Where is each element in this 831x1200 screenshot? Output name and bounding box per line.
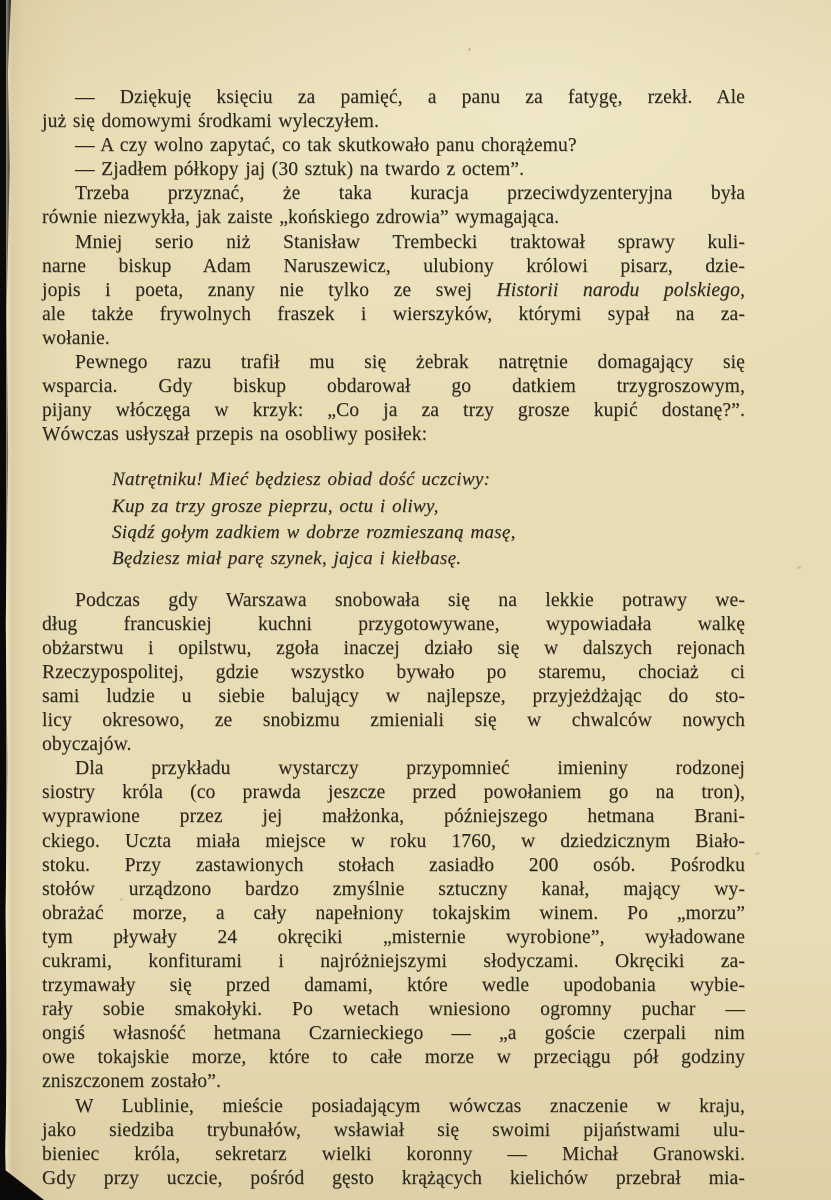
- text-line: [112, 494, 745, 520]
- paragraph: [42, 757, 745, 1094]
- text-run: Pewnego razu trafił mu się żebrak natrętnie domagający się: [75, 352, 745, 374]
- text-line: [42, 733, 745, 757]
- text-line: [42, 1143, 745, 1167]
- paragraph: [42, 158, 745, 182]
- paper-speck: [468, 48, 471, 51]
- text-line: [42, 206, 745, 230]
- text-run: Wówczas usłyszał przepis na osobliwy posiłek:: [42, 424, 428, 446]
- text-line: [42, 303, 745, 327]
- text-run: — A czy wolno zapytać, co tak skutkowało panu chorążemu?: [75, 135, 577, 157]
- text-line: [42, 661, 745, 685]
- paper-speck: [755, 852, 760, 855]
- text-line: [42, 231, 745, 255]
- text-run: owe tokajskie morze, które to całe morze w przeciągu pół godziny: [42, 1047, 745, 1069]
- text-run: obyczajów.: [42, 734, 132, 756]
- text-line: [42, 1046, 745, 1070]
- text-run: ckiego. Uczta miała miejsce w roku 1760, w dziedzicznym Biało-: [42, 830, 745, 852]
- text-run: cukrami, konfiturami i najróżniejszymi słodyczami. Okręciki za-: [42, 951, 745, 972]
- text-run: wołanie.: [42, 327, 110, 349]
- text-run: tym pływały 24 okręciki „misternie wyrobione”, wyładowane: [42, 926, 745, 948]
- text-line: [42, 134, 745, 158]
- text-line: [42, 110, 745, 134]
- text-line: [42, 902, 745, 926]
- text-run: wyprawione przez jej małżonka, późniejszego hetmana Brani-: [42, 806, 745, 828]
- text-run: rały sobie smakołyki. Po wetach wniesiono ogromny puchar —: [42, 999, 745, 1021]
- text-run: Będziesz miał parę szynek, jajca i kiełbasę.: [112, 548, 462, 570]
- text-line: [42, 974, 745, 998]
- italic-run: Historii narodu polskiego,: [496, 279, 745, 301]
- paragraph: [42, 1095, 745, 1191]
- verse-block: [112, 467, 745, 572]
- text-line: [42, 709, 745, 733]
- text-line: [42, 423, 745, 447]
- text-line: [42, 86, 745, 110]
- text-run: obżarstwu i opilstwu, zgoła inaczej działo się w dalszych rejonach: [42, 637, 745, 659]
- text-line: [42, 805, 745, 829]
- text-line: [42, 1119, 745, 1143]
- paper-speck: [797, 566, 801, 569]
- text-run: równie niezwykła, jak zaiste „końskiego zdrowia” wymagająca.: [42, 207, 560, 229]
- text-run: Natrętniku! Mieć będziesz obiad dość uczciwy:: [112, 469, 491, 491]
- text-line: [42, 375, 745, 399]
- text-line: [112, 520, 745, 546]
- paper-speck: [120, 898, 123, 901]
- text-line: [42, 926, 745, 950]
- text-line: [42, 1167, 745, 1191]
- text-line: [42, 998, 745, 1022]
- text-line: [42, 781, 745, 805]
- text-line: [42, 854, 745, 878]
- text-line: [42, 637, 745, 661]
- text-line: [42, 182, 745, 206]
- paragraph: [42, 182, 745, 230]
- text-run: wsparcia. Gdy biskup obdarował go datkiem trzygroszowym,: [42, 376, 745, 398]
- text-run: siostry króla (co prawda jeszcze przed powołaniem go na tron),: [42, 782, 745, 804]
- paragraph: [42, 351, 745, 447]
- text-run: Rzeczypospolitej, gdzie wszystko bywało po staremu, chociaż ci: [42, 661, 745, 683]
- paragraph: [42, 86, 745, 134]
- text-run: ale także frywolnych fraszek i wierszyków, którymi sypał na za-: [42, 303, 745, 325]
- text-run: bieniec króla, sekretarz wielki koronny — Michał Granowski.: [42, 1143, 745, 1165]
- text-line: [42, 1070, 745, 1094]
- paragraph: [42, 231, 745, 351]
- text-line: [42, 327, 745, 351]
- text-line: [42, 279, 745, 303]
- text-run: jopis i poeta, znany nie tylko ze swej: [42, 279, 497, 301]
- text-line: [42, 158, 745, 182]
- text-run: zniszczonem zostało”.: [42, 1071, 221, 1093]
- text-run: sami ludzie u siebie balujący w najlepsze, przyjeżdżając do sto-: [42, 685, 745, 707]
- text-run: Gdy przy uczcie, pośród gęsto krążących kielichów przebrał mia-: [42, 1167, 745, 1189]
- text-run: W Lublinie, mieście posiadającym wówczas znaczenie w kraju,: [75, 1095, 745, 1117]
- text-run: Podczas gdy Warszawa snobowała się na lekkie potrawy we-: [75, 589, 745, 611]
- text-run: Siądź gołym zadkiem w dobrze rozmieszaną masę,: [112, 522, 516, 543]
- text-line: [42, 878, 745, 902]
- text-run: już się domowymi środkami wyleczyłem.: [42, 111, 380, 133]
- text-line: [42, 613, 745, 637]
- text-run: narne biskup Adam Naruszewicz, ulubiony królowi pisarz, dzie-: [42, 255, 745, 277]
- text-line: [42, 757, 745, 781]
- text-run: dług francuskiej kuchni przygotowywane, wypowiadała walkę: [42, 613, 745, 635]
- text-run: trzymawały się przed damami, które wedle upodobania wybie-: [42, 975, 745, 997]
- text-run: Kup za trzy grosze pieprzu, octu i oliwy,: [112, 495, 439, 517]
- text-line: [42, 1022, 745, 1046]
- text-run: Trzeba przyznać, że taka kuracja przeciwdyzenteryjna była: [75, 183, 745, 205]
- text-run: stołów urządzono bardzo zmyślnie sztuczny kanał, mający wy-: [42, 878, 745, 900]
- page-text-block: [42, 86, 745, 1191]
- paragraph: [42, 589, 745, 758]
- text-run: Mniej serio niż Stanisław Trembecki traktował sprawy kuli-: [75, 231, 745, 253]
- text-line: [42, 255, 745, 279]
- text-run: — Dziękuję księciu za pamięć, a panu za fatygę, rzekł. Ale: [75, 87, 745, 108]
- text-run: pijany włóczęga w krzyk: „Co ja za trzy grosze kupić dostanę?”.: [42, 400, 745, 422]
- text-line: [42, 351, 745, 375]
- text-line: [42, 589, 745, 613]
- text-line: [112, 467, 745, 493]
- text-run: ongiś własność hetmana Czarnieckiego — „a goście czerpali nim: [42, 1023, 745, 1045]
- text-run: licy okresowo, ze snobizmu zmieniali się w chwalców nowych: [42, 710, 745, 732]
- text-line: [42, 950, 745, 974]
- text-run: obrażać morze, a cały napełniony tokajskim winem. Po „morzu”: [42, 902, 745, 924]
- text-line: [42, 830, 745, 854]
- text-line: [112, 546, 745, 572]
- text-run: Dla przykładu wystarczy przypomnieć imieniny rodzonej: [75, 758, 745, 780]
- paragraph: [42, 134, 745, 158]
- text-line: [42, 685, 745, 709]
- text-run: jako siedziba trybunałów, wsławiał się swoimi pijaństwami ulu-: [42, 1119, 745, 1141]
- text-line: [42, 1095, 745, 1119]
- text-line: [42, 399, 745, 423]
- text-run: — Zjadłem półkopy jaj (30 sztuk) na twardo z octem”.: [75, 159, 525, 181]
- text-run: stoku. Przy zastawionych stołach zasiadło 200 osób. Pośrodku: [42, 854, 745, 876]
